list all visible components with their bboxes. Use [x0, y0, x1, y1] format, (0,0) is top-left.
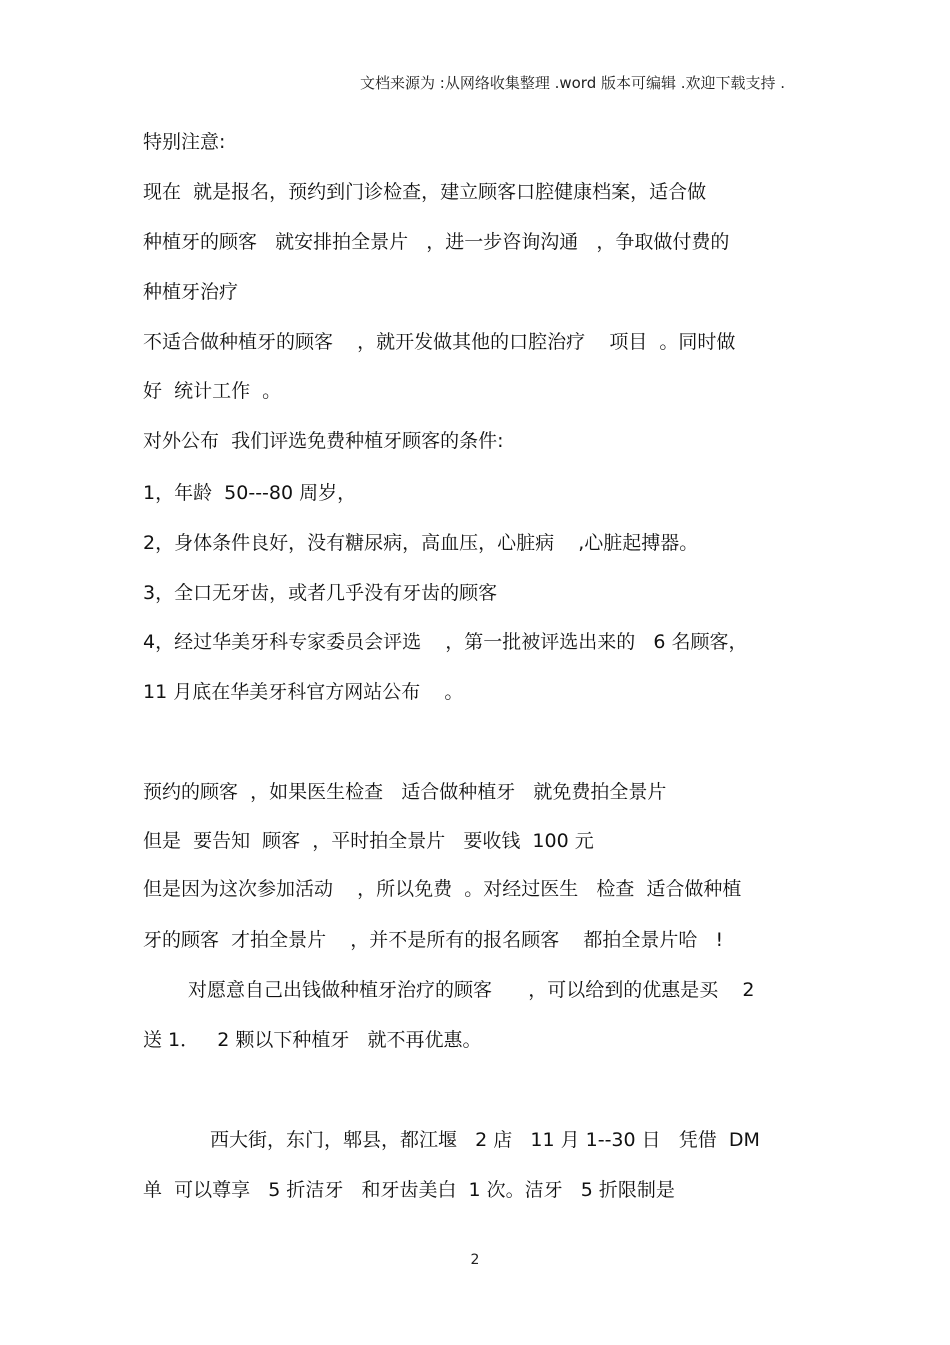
text-line: 不适合做种植牙的顾客 ，就开发做其他的口腔治疗 项目 。同时做 — [143, 331, 736, 353]
list-item: 1，年龄 50---80 周岁， — [143, 482, 357, 504]
text-line: 现在 就是报名，预约到门诊检查，建立顾客口腔健康档案，适合做 — [143, 181, 707, 203]
text-line: 对外公布 我们评选免费种植牙顾客的条件: — [143, 430, 504, 452]
list-item: 3，全口无牙齿，或者几乎没有牙齿的顾客 — [143, 582, 498, 604]
document-source-note: 文档来源为 :从网络收集整理 .word 版本可编辑 .欢迎下载支持 . — [360, 74, 786, 92]
text-line: 11 月底在华美牙科官方网站公布 。 — [143, 681, 464, 703]
text-line: 送 1． 2 颗以下种植牙 就不再优惠。 — [143, 1029, 482, 1051]
text-line: 但是因为这次参加活动 ，所以免费 。对经过医生 检查 适合做种植 — [143, 878, 742, 900]
text-line: 西大街，东门，郫县，都江堰 2 店 11 月 1--30 日 凭借 DM — [210, 1129, 760, 1151]
text-line: 但是 要告知 顾客 ，平时拍全景片 要收钱 100 元 — [143, 830, 594, 852]
text-line: 特别注意: — [143, 131, 226, 153]
text-line: 种植牙治疗 — [143, 281, 239, 303]
text-line: 牙的顾客 才拍全景片 ，并不是所有的报名顾客 都拍全景片哈 ! — [143, 929, 724, 951]
list-item: 4，经过华美牙科专家委员会评选 ，第一批被评选出来的 6 名顾客， — [143, 631, 748, 653]
text-line: 好 统计工作 。 — [143, 380, 282, 402]
page-number: 2 — [470, 1252, 480, 1268]
text-line: 种植牙的顾客 就安排拍全景片 ，进一步咨询沟通 ，争取做付费的 — [143, 231, 730, 253]
text-line: 单 可以尊享 5 折洁牙 和牙齿美白 1 次。洁牙 5 折限制是 — [143, 1179, 675, 1201]
text-line: 对愿意自己出钱做种植牙治疗的顾客 ，可以给到的优惠是买 2 — [188, 979, 755, 1001]
list-item: 2，身体条件良好，没有糖尿病，高血压，心脏病 ,心脏起搏器。 — [143, 532, 699, 554]
text-line: 预约的顾客 ，如果医生检查 适合做种植牙 就免费拍全景片 — [143, 781, 667, 803]
